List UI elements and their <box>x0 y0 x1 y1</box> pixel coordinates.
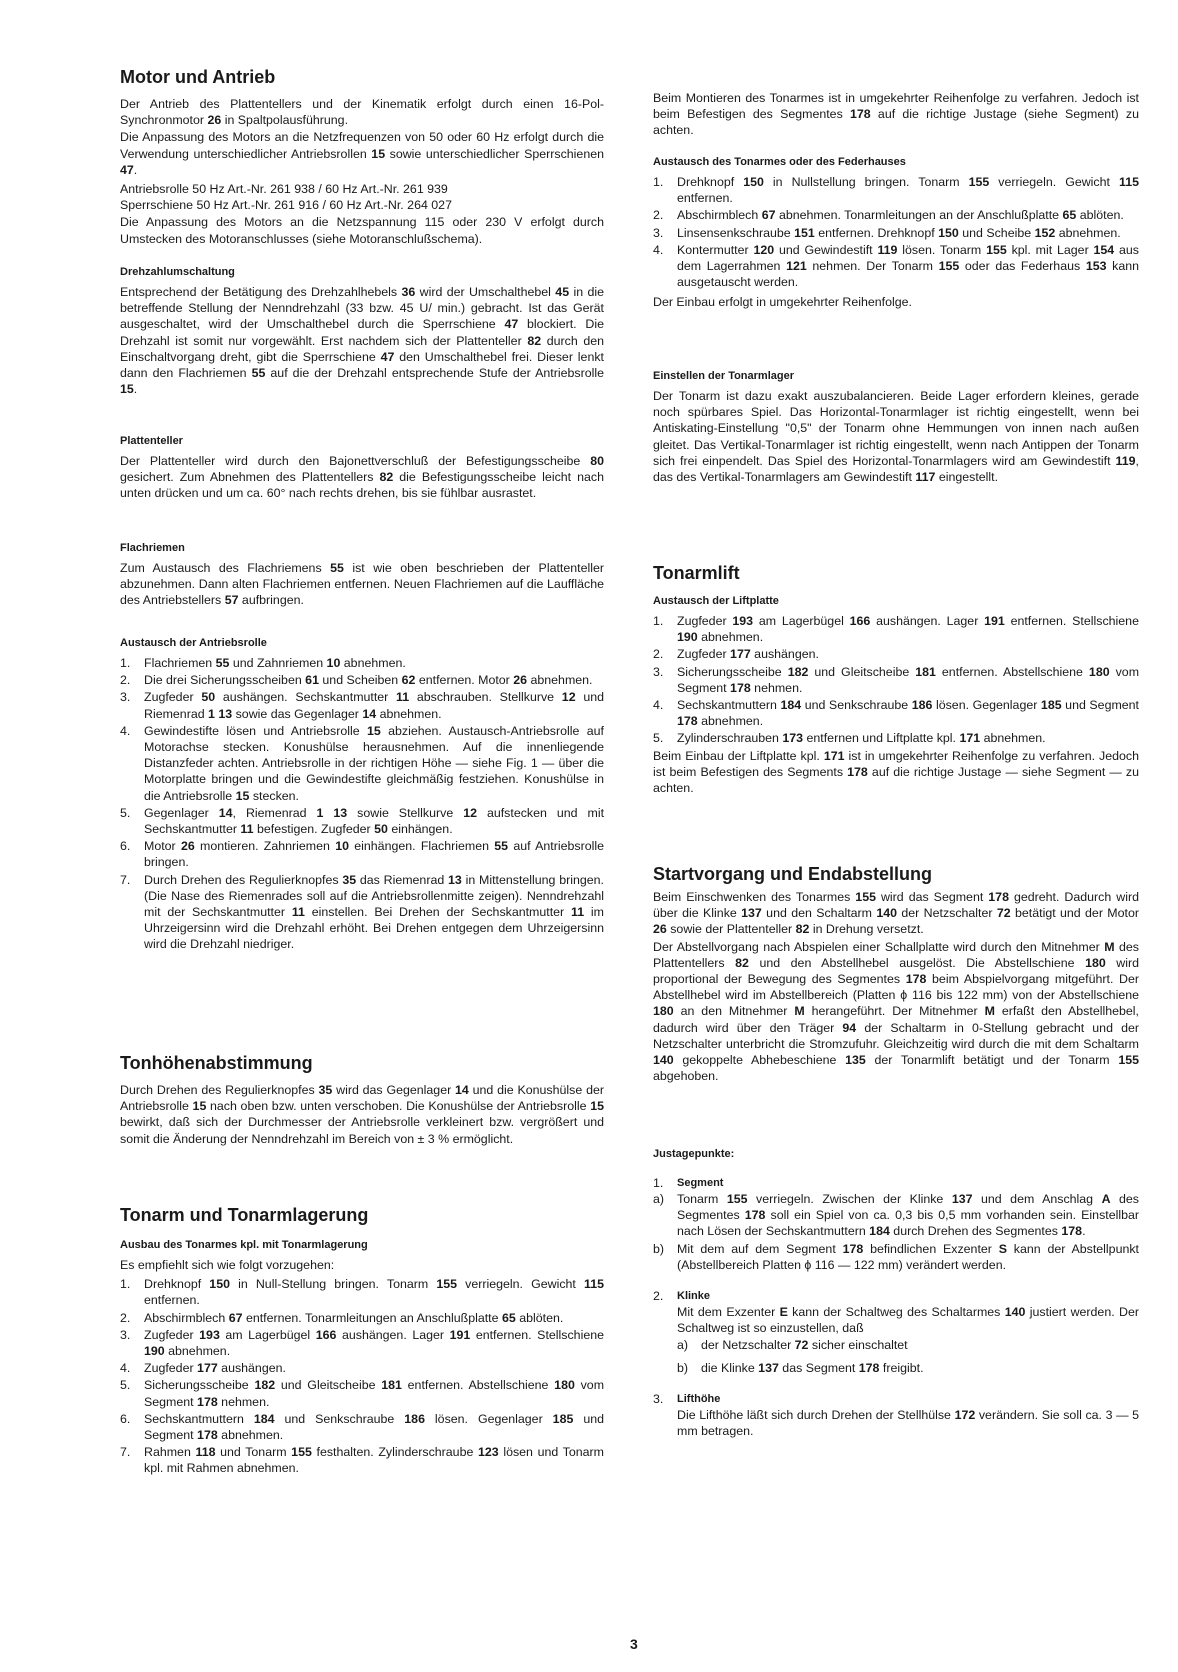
part-number: 123 <box>478 1445 499 1460</box>
part-number: 15 <box>366 723 381 738</box>
list-item: 7. Durch Drehen des Regulierknopfes 35 das Riemenrad 13 in Mittenstellung bringen. (Die Nase des Riemenrades soll auf die Antriebsrollenmitte zeigen). Nenndrehzahl mit der Sechskantmutter 11 einstellen. Bei Drehen der Sechskantmutter 11 im Uhrzeigersinn wird die Drehzahl erhöht. Bei Drehen entgegen dem Uhrzeigersinn wird die Drehzahl niedriger. <box>120 872 604 952</box>
part-number: 15 <box>120 382 134 397</box>
section-einstellen <box>653 369 1139 486</box>
paragraph: Mit dem Exzenter E kann der Schaltweg des Schaltarmes 140 justiert werden. Der Schaltweg ist so einzustellen, daß <box>677 1305 1139 1336</box>
part-number: 178 <box>850 107 871 122</box>
part-number: 193 <box>732 614 754 628</box>
part-number: 72 <box>996 906 1011 921</box>
item-number: 1. <box>120 1277 131 1292</box>
list-item: 3. Linsensenkschraube 151 entfernen. Drehknopf 150 und Scheibe 152 abnehmen. <box>653 225 1121 240</box>
list-item: 2. Abschirmblech 67 abnehmen. Tonarmleitungen an der Anschlußplatte 65 ablöten. <box>653 208 1124 223</box>
part-number: 72 <box>794 1338 809 1353</box>
item-number: 2. <box>653 1289 664 1304</box>
part-number: 178 <box>858 1360 880 1375</box>
part-number: 171 <box>823 748 845 763</box>
list-item: b) Mit dem auf dem Segment 178 befindlichen Exzenter S kann der Abstellpunkt (Abstellbereich Platten ϕ 116 — 122 mm) verändert werden. <box>653 1241 1139 1272</box>
section-subtitle: Ausbau des Tonarmes kpl. mit Tonarmlagerung <box>120 1239 368 1251</box>
item-number: 4. <box>120 723 131 738</box>
list-item: 1. Drehknopf 150 in Nullstellung bringen. Tonarm 155 verriegeln. Gewicht 115 entfernen. <box>653 175 1139 206</box>
part-number: 182 <box>254 1378 276 1393</box>
section-subtitle: Plattenteller <box>120 435 183 447</box>
part-number: 135 <box>845 1053 866 1068</box>
section-drehzahl <box>120 265 604 398</box>
part-number: 186 <box>404 1411 425 1426</box>
part-number: 184 <box>869 1224 890 1239</box>
section-tonarm <box>120 1204 604 1478</box>
paragraph: Die Anpassung des Motors an die Netzfrequenzen von 50 oder 60 Hz erfolgt durch die Verwendung unterschiedlicher Antriebsrollen 15 sowie unterschiedlicher Sperrschienen 47. <box>120 130 604 177</box>
item-number: 6. <box>120 839 131 854</box>
part-number: M <box>984 1004 995 1019</box>
list-item: 2. Abschirmblech 67 entfernen. Tonarmleitungen an Anschlußplatte 65 ablöten. <box>120 1310 564 1325</box>
part-number: 65 <box>1062 208 1077 223</box>
part-number: 47 <box>120 162 134 177</box>
list-item: 3. Zugfeder 50 aushängen. Sechskantmutter 11 abschrauben. Stellkurve 12 und Riemenrad 1 13 sowie das Gegenlager 14 abnehmen. <box>120 690 604 721</box>
page-number: 3 <box>630 1636 638 1652</box>
item-number: 3. <box>653 664 664 679</box>
part-number: 184 <box>253 1411 275 1426</box>
part-number: 14 <box>362 706 377 721</box>
list-item: 7. Rahmen 118 und Tonarm 155 festhalten. Zylinderschraube 123 lösen und Tonarm kpl. mit Rahmen abnehmen. <box>120 1445 604 1476</box>
item-number: 4. <box>653 242 664 257</box>
section-subtitle: Austausch der Antriebsrolle <box>120 637 267 649</box>
part-number: 65 <box>501 1310 516 1325</box>
part-number: 121 <box>786 259 807 274</box>
item-number: 2. <box>120 1310 131 1325</box>
part-number: 82 <box>379 470 394 485</box>
part-number: 94 <box>842 1020 857 1035</box>
paragraph: Die Lifthöhe läßt sich durch Drehen der Stellhülse 172 verändern. Sie soll ca. 3 — 5 mm betragen. <box>677 1407 1139 1439</box>
part-number: 140 <box>1004 1305 1026 1320</box>
part-number: 14 <box>455 1083 469 1097</box>
part-number: 180 <box>653 1004 674 1019</box>
list-item: 1. Flachriemen 55 und Zahnriemen 10 abnehmen. <box>120 656 406 670</box>
list-item: 4. Sechskantmuttern 184 und Senkschraube 186 lösen. Gegenlager 185 und Segment 178 abnehmen. <box>653 698 1140 729</box>
numbered-list <box>120 1276 604 1476</box>
list-item: 3. Sicherungsscheibe 182 und Gleitscheibe 181 entfernen. Abstellschiene 180 vom Segment 178 nehmen. <box>653 664 1140 695</box>
part-number: 11 <box>240 822 254 837</box>
section-subtitle: Drehzahlumschaltung <box>120 266 235 278</box>
section-subtitle: Austausch der Liftplatte <box>653 595 779 607</box>
justage-klinke <box>653 1289 1139 1376</box>
part-number: 178 <box>197 1394 218 1409</box>
item-number: b) <box>653 1241 665 1256</box>
part-number: 36 <box>401 285 416 299</box>
list-item: 6. Motor 26 montieren. Zahnriemen 10 einhängen. Flachriemen 55 auf Antriebsrolle bringen. <box>120 839 605 870</box>
part-number: 115 <box>583 1277 604 1292</box>
part-number: 178 <box>744 1208 766 1223</box>
section-justage <box>653 1147 1139 1440</box>
section-tonhoehe <box>120 1052 604 1148</box>
list-item: a) der Netzschalter 72 sicher einschaltet <box>677 1338 908 1353</box>
part-number: 14 <box>218 805 233 820</box>
part-number: 55 <box>215 656 230 670</box>
paragraph: Beim Einbau der Liftplatte kpl. 171 ist in umgekehrter Reihenfolge zu verfahren. Jedoch ist beim Befestigen des Segments 178 auf die richtige Justage — siehe Segment — zu achten. <box>653 748 1140 796</box>
numbered-list <box>120 655 604 953</box>
paragraph: Der Einbau erfolgt in umgekehrter Reihenfolge. <box>653 295 912 310</box>
section-tonarmlift <box>653 562 1139 797</box>
part-number: 166 <box>315 1327 337 1342</box>
part-number: 35 <box>318 1083 333 1097</box>
part-number: 67 <box>761 208 776 223</box>
section-motor <box>120 66 604 248</box>
part-number: 190 <box>144 1344 165 1359</box>
part-number: 11 <box>570 905 585 920</box>
section-title: Tonarm und Tonarmlagerung <box>120 1205 369 1225</box>
part-number: 184 <box>780 698 802 713</box>
section-title: Motor und Antrieb <box>120 67 276 87</box>
part-number: 140 <box>653 1053 674 1068</box>
part-number: 154 <box>1093 242 1115 257</box>
part-number: 45 <box>555 285 570 299</box>
item-title: Lifthöhe <box>677 1392 721 1405</box>
part-number: 155 <box>1118 1053 1140 1068</box>
section-title: Tonarmlift <box>653 563 740 583</box>
part-number: 119 <box>877 242 898 257</box>
part-number: 155 <box>436 1277 458 1292</box>
part-number: 185 <box>1040 698 1062 713</box>
paragraph: Der Antrieb des Plattentellers und der Kinematik erfolgt durch einen 16-Pol-Synchronmotor 26 in Spaltpolausführung. <box>120 97 604 128</box>
list-item: 6. Sechskantmuttern 184 und Senkschraube 186 lösen. Gegenlager 185 und Segment 178 abnehmen. <box>120 1411 604 1443</box>
part-number: 11 <box>396 690 410 705</box>
item-number: b) <box>677 1360 689 1375</box>
part-number: 171 <box>959 731 981 746</box>
list-item: 5. Sicherungsscheibe 182 und Gleitscheibe 181 entfernen. Abstellschiene 180 vom Segment 178 nehmen. <box>120 1378 605 1409</box>
part-number: M <box>794 1004 805 1019</box>
item-number: 2. <box>120 673 131 688</box>
part-number: 151 <box>794 225 815 240</box>
item-number: 3. <box>653 1391 664 1406</box>
part-number: 180 <box>1085 955 1106 970</box>
section-startvorgang <box>653 863 1139 1085</box>
part-number: 11 <box>291 905 305 920</box>
part-number: A <box>1101 1192 1111 1206</box>
part-number: 190 <box>677 630 698 645</box>
part-number: 155 <box>291 1445 312 1460</box>
numbered-list <box>653 613 1139 747</box>
part-number: 82 <box>735 955 749 970</box>
part-number: 82 <box>527 333 542 348</box>
part-number: 182 <box>787 664 809 679</box>
part-number: 155 <box>726 1192 748 1206</box>
section-subtitle: Austausch des Tonarmes oder des Federhauses <box>653 156 906 168</box>
item-number: 3. <box>120 690 131 705</box>
part-number: 55 <box>251 366 266 381</box>
list-item: 2. Zugfeder 177 aushängen. <box>653 647 819 662</box>
part-number: 50 <box>374 822 388 837</box>
list-item: 4. Gewindestifte lösen und Antriebsrolle 15 abziehen. Austausch-Antriebsrolle auf Motorachse stecken. Konushülse herausnehmen. Auf die innenliegende Distanzfeder achten. Antriebsrolle in der richtigen Höhe — siehe Fig. 1 — über die Motorplatte bringen und die Gewindestifte gleichmäßig festziehen. Konushülse in die Antriebsrolle 15 stecken. <box>120 723 604 803</box>
part-number: 47 <box>504 317 519 332</box>
part-number: 173 <box>782 731 804 746</box>
item-number: 7. <box>120 1445 131 1460</box>
part-number: 67 <box>228 1310 243 1325</box>
item-number: 4. <box>120 1361 131 1376</box>
part-number: 26 <box>653 922 667 937</box>
paragraph: Zum Austausch des Flachriemens 55 ist wie oben beschrieben der Plattenteller abzunehmen. Dann alten Flachriemen entfernen. Neuen Flachriemen auf die Lauffläche des Antriebstellers 57 aufbringen. <box>120 561 604 608</box>
section-subtitle: Einstellen der Tonarmlager <box>653 370 795 382</box>
part-number: 80 <box>590 454 604 468</box>
part-number: 117 <box>915 470 936 485</box>
part-number: 35 <box>342 872 357 887</box>
item-title: Klinke <box>677 1290 711 1303</box>
paragraph: Durch Drehen des Regulierknopfes 35 wird das Gegenlager 14 und die Konushülse der Antriebsrolle 15 nach oben bzw. unten verschoben. Die Konushülse der Antriebsrolle 15 bewirkt, daß sich der Durchmesser der Antriebsrolle verkleinert bzw. vergrößert und somit die Änderung der Nenndrehzahl im Bereich von ± 3 % ermöglicht. <box>120 1083 604 1146</box>
paragraph: Sperrschiene 50 Hz Art.-Nr. 261 916 / 60 Hz Art.-Nr. 264 027 <box>120 198 452 213</box>
paragraph: Beim Montieren des Tonarmes ist in umgekehrter Reihenfolge zu verfahren. Jedoch ist beim Befestigen des Segmentes 178 auf die richtige Justage (siehe Segment) zu achten. <box>653 91 1139 138</box>
part-number: 185 <box>552 1411 574 1426</box>
part-number: 153 <box>1085 259 1107 274</box>
part-number: 178 <box>842 1241 864 1256</box>
list-item: 4. Kontermutter 120 und Gewindestift 119 lösen. Tonarm 155 kpl. mit Lager 154 aus dem Lagerrahmen 121 nehmen. Der Tonarm 155 oder das Federhaus 153 kann ausgetauscht werden. <box>653 242 1140 290</box>
item-number: 1. <box>120 656 131 670</box>
item-number: 3. <box>653 225 664 240</box>
list-item: 5. Zylinderschrauben 173 entfernen und Liftplatte kpl. 171 abnehmen. <box>653 731 1046 746</box>
part-number: 13 <box>448 872 462 887</box>
section-federhaus <box>653 155 1139 312</box>
part-number: 15 <box>371 146 386 161</box>
part-number: 47 <box>380 349 395 364</box>
part-number: 15 <box>235 788 250 803</box>
part-number: 172 <box>954 1407 976 1422</box>
part-number: 180 <box>554 1378 575 1393</box>
paragraph: Der Plattenteller wird durch den Bajonettverschluß der Befestigungsscheibe 80 gesichert. Zum Abnehmen des Plattentellers 82 die Befestigungsscheibe leicht nach unten drücken und um ca. 60° nach rechts drehen, bis sie fühlbar ausrastet. <box>120 454 604 501</box>
lettered-list <box>677 1337 1139 1375</box>
part-number: E <box>779 1305 788 1320</box>
part-number: 50 <box>201 690 216 705</box>
list-item: 4. Zugfeder 177 aushängen. <box>120 1361 286 1376</box>
part-number: 193 <box>199 1327 220 1342</box>
part-number: 177 <box>730 647 751 662</box>
part-number: 181 <box>915 664 936 679</box>
item-number: 1. <box>653 175 664 189</box>
part-number: 10 <box>335 839 349 854</box>
part-number: 120 <box>753 242 775 257</box>
section-plattenteller <box>120 434 604 503</box>
paragraph: Antriebsrolle 50 Hz Art.-Nr. 261 938 / 60 Hz Art.-Nr. 261 939 <box>120 182 448 197</box>
section-montage <box>653 90 1139 140</box>
justage-lifthoehe <box>653 1392 1139 1439</box>
part-number: 178 <box>988 890 1009 904</box>
list-item: 3. Zugfeder 193 am Lagerbügel 166 aushängen. Lager 191 entfernen. Stellschiene 190 abnehmen. <box>120 1327 604 1359</box>
justage-segment <box>653 1176 1139 1273</box>
section-title: Tonhöhenabstimmung <box>120 1053 313 1073</box>
section-antriebsrolle <box>120 636 604 954</box>
part-number: 178 <box>1061 1224 1083 1239</box>
part-number: 150 <box>209 1277 230 1292</box>
part-number: 26 <box>513 673 528 688</box>
list-item: 1. Zugfeder 193 am Lagerbügel 166 aushängen. Lager 191 entfernen. Stellschiene 190 abnehmen. <box>653 614 1139 645</box>
part-number: 10 <box>326 656 341 670</box>
part-number: 178 <box>197 1428 218 1443</box>
list-item: a) Tonarm 155 verriegeln. Zwischen der Klinke 137 und dem Anschlag A des Segmentes 178 soll ein Spiel von ca. 0,3 bis 0,5 mm vorhanden sein. Einstellbar nach Lösen der Sechskantmuttern 184 durch Drehen des Segmentes 178. <box>653 1192 1140 1239</box>
item-number: 3. <box>120 1327 131 1342</box>
part-number: 119 <box>1115 453 1136 468</box>
list-item: b) die Klinke 137 das Segment 178 freigibt. <box>677 1360 924 1375</box>
item-title: Segment <box>677 1177 724 1189</box>
part-number: 26 <box>207 113 222 128</box>
item-number: 1. <box>653 614 664 628</box>
section-subtitle: Justagepunkte: <box>653 1148 735 1160</box>
item-number: 2. <box>653 647 664 662</box>
item-number: 4. <box>653 698 664 713</box>
part-number: 186 <box>911 698 933 713</box>
part-number: 26 <box>180 839 195 854</box>
paragraph: Es empfiehlt sich wie folgt vorzugehen: <box>120 1258 335 1272</box>
part-number: 57 <box>224 593 239 608</box>
item-number: 1. <box>653 1176 664 1190</box>
part-number: 12 <box>561 690 576 705</box>
part-number: 180 <box>1088 664 1110 679</box>
part-number: 155 <box>938 259 960 274</box>
section-title: Startvorgang und Endabstellung <box>653 864 933 884</box>
part-number: 118 <box>195 1445 216 1460</box>
part-number: 55 <box>494 839 509 854</box>
part-number: 150 <box>743 175 764 189</box>
part-number: 155 <box>968 175 990 189</box>
part-number: 191 <box>984 614 1005 628</box>
part-number: 140 <box>876 906 898 921</box>
paragraph: Der Abstellvorgang nach Abspielen einer Schallplatte wird durch den Mitnehmer M des Plattentellers 82 und den Abstellhebel ausgelöst. Die Abstellschiene 180 wird proportional der Bewegung des Segmentes 178 beim Abspielvorgang mitgeführt. Der Abstellhebel wird im Abstellbereich (Platten ϕ 116 bis 122 mm) von der Abstellschiene 180 an den Mitnehmer M herangeführt. Der Mitnehmer M erfaßt den Abstellhebel, dadurch wird über den Träger 94 der Schaltarm in 0-Stellung gebracht und der Netzschalter unterbricht die Stromzufuhr. Gleichzeitig wird durch die mit dem Schaltarm 140 gekoppelte Abhebeschiene 135 der Tonarmlift betätigt und der Tonarm 155 abgehoben. <box>653 939 1140 1084</box>
part-number: 137 <box>951 1192 973 1206</box>
part-number: 137 <box>758 1360 779 1375</box>
paragraph: Die Anpassung des Motors an die Netzspannung 115 oder 230 V erfolgt durch Umstecken des Motoranschlusses (siehe Motoranschlußschema). <box>120 215 604 246</box>
part-number: 166 <box>849 614 871 628</box>
paragraph: Der Tonarm ist dazu exakt auszubalancieren. Beide Lager erfordern kleines, gerade noch spürbares Spiel. Das Horizontal-Tonarmlager ist richtig eingestellt, wenn bei Antiskating-Einstellung "0,5" der Tonarm ohne Hemmungen von innen nach außen gleitet. Das Vertikal-Tonarmlager ist richtig eingestellt, wenn nach Antippen der Tonarm sich frei einpendelt. Das Spiel des Horizontal-Tonarmlagers wird am Gewindestift 119, das des Vertikal-Tonarmlagers am Gewindestift 117 eingestellt. <box>653 389 1139 485</box>
part-number: 82 <box>795 922 810 937</box>
item-number: 2. <box>653 208 664 223</box>
item-number: 5. <box>120 805 131 820</box>
part-number: 62 <box>401 673 416 688</box>
part-number: 150 <box>938 225 959 240</box>
part-number: M <box>1104 939 1115 954</box>
item-number: a) <box>653 1192 665 1206</box>
item-number: 5. <box>120 1378 131 1393</box>
item-number: 6. <box>120 1411 131 1426</box>
part-number: 12 <box>463 805 477 820</box>
part-number: 152 <box>1034 225 1056 240</box>
part-number: 115 <box>1118 175 1139 189</box>
part-number: 137 <box>741 906 762 921</box>
list-item: 1. Drehknopf 150 in Null-Stellung bringen. Tonarm 155 verriegeln. Gewicht 115 entfernen. <box>120 1277 604 1308</box>
section-flachriemen <box>120 541 604 610</box>
numbered-list <box>653 174 1139 290</box>
part-number: 1 13 <box>208 706 233 721</box>
part-number: 1 13 <box>316 805 348 820</box>
part-number: 15 <box>192 1099 207 1114</box>
lettered-list <box>653 1191 1139 1273</box>
part-number: 15 <box>590 1099 604 1114</box>
list-item: 2. Die drei Sicherungsscheiben 61 und Scheiben 62 entfernen. Motor 26 abnehmen. <box>120 673 593 688</box>
paragraph: Entsprechend der Betätigung des Drehzahlhebels 36 wird der Umschalthebel 45 in die betreffende Stellung der Nenndrehzahl (33 bzw. 45 U/ min.) gebracht. Ist das Gerät ausgeschaltet, wird der Umschalthebel durch die Sperrschiene 47 blockiert. Die Drehzahl ist somit nur vorgewählt. Erst nachdem sich der Plattenteller 82 durch den Einschaltvorgang dreht, gibt die Sperrschiene 47 den Umschalthebel frei. Dieser lenkt dann den Flachriemen 55 auf die der Drehzahl entsprechende Stufe der Antriebsrolle 15. <box>120 285 604 397</box>
list-item: 5. Gegenlager 14, Riemenrad 1 13 sowie Stellkurve 12 aufstecken und mit Sechskantmutter 11 befestigen. Zugfeder 50 einhängen. <box>120 805 605 837</box>
part-number: 177 <box>197 1361 218 1376</box>
part-number: 178 <box>905 972 927 987</box>
paragraph: Beim Einschwenken des Tonarmes 155 wird das Segment 178 gedreht. Dadurch wird über die Klinke 137 und den Schaltarm 140 der Netzschalter 72 betätigt und der Motor 26 sowie der Plattenteller 82 in Drehung versetzt. <box>653 890 1139 937</box>
part-number: 55 <box>330 561 344 575</box>
item-number: 7. <box>120 872 131 887</box>
item-number: 5. <box>653 731 664 746</box>
part-number: 178 <box>730 680 751 695</box>
part-number: 191 <box>449 1327 471 1342</box>
part-number: 61 <box>305 673 319 688</box>
part-number: 178 <box>677 714 698 729</box>
part-number: 155 <box>855 890 876 904</box>
section-subtitle: Flachriemen <box>120 542 185 554</box>
part-number: 181 <box>381 1378 402 1393</box>
part-number: S <box>998 1241 1007 1256</box>
part-number: 155 <box>986 242 1007 257</box>
part-number: 178 <box>847 764 868 779</box>
item-number: a) <box>677 1338 689 1353</box>
